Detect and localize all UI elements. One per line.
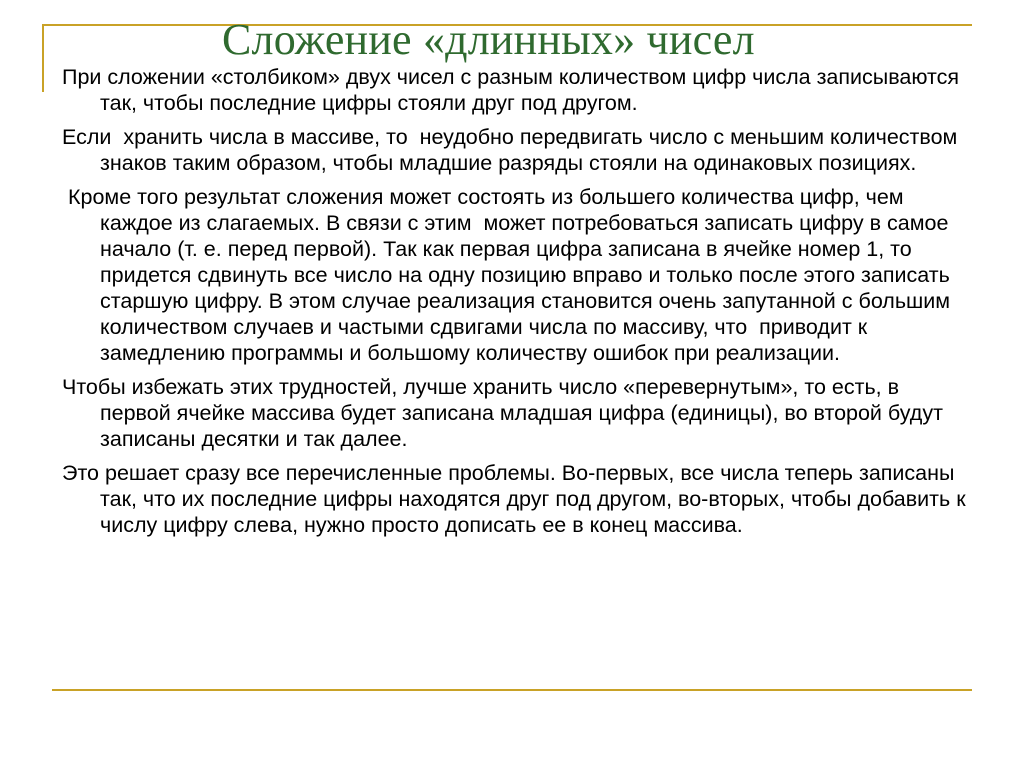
- paragraph-2: Если хранить числа в массиве, то неудобно передвигать число с меньшим количеством знаков таким образом, чтобы младшие разряды стояли на одинаковых позициях.: [62, 125, 964, 175]
- paragraph-4: Чтобы избежать этих трудностей, лучше хранить число «перевернутым», то есть, в первой ячейке массива будет записана младшая цифра (единицы), во второй будут записаны десятки и так далее.: [62, 375, 949, 451]
- paragraph-3: Кроме того результат сложения может состоять из большего количества цифр, чем каждое из слагаемых. В связи с этим может потребоваться записать цифру в самое начало (т. е. перед первой). Так как первая цифра записана в ячейке номер 1, то придется сдвинуть все число на одну позицию вправо и только после этого записать старшую цифру. В этом случае реализация становится очень запутанной с большим количеством случаев и частыми сдвигами числа по массиву, что приводит к замедлению программы и большому количеству ошибок при реализации.: [62, 185, 957, 365]
- left-rule: [42, 24, 44, 92]
- paragraph-5: Это решает сразу все перечисленные проблемы. Во-первых, все числа теперь записаны так, что их последние цифры находятся друг под другом, во-вторых, чтобы добавить к числу цифру слева, нужно просто дописать ее в конец массива.: [62, 461, 972, 537]
- bottom-rule: [52, 689, 972, 691]
- slide-body: [62, 64, 972, 546]
- slide-title: Сложение «длинных» чисел: [222, 15, 755, 64]
- paragraph-1: При сложении «столбиком» двух чисел с разным количеством цифр числа записываются так, чтобы последние цифры стояли друг под другом.: [62, 65, 966, 115]
